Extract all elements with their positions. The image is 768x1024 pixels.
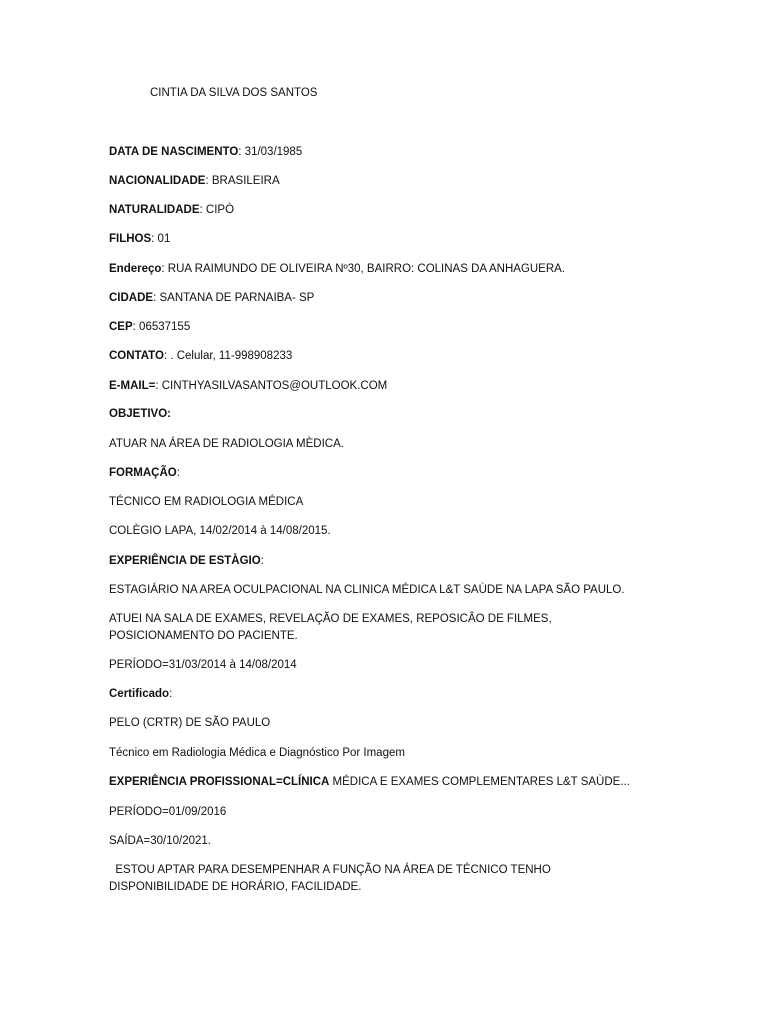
certificate-issuer: PELO (CRTR) DE SÃO PAULO [109,717,271,729]
certificate-label-suffix: : [169,688,173,700]
certificate-heading [109,687,172,702]
certificate-title: Técnico em Radiologia Médica e Diagnóstico Por Imagem [109,747,405,759]
education-label: FORMAÇÃO [109,467,177,479]
nationality-label: NACIONALIDADE [109,175,206,187]
education-school: COLÈGIO LAPA, 14/02/2014 à 14/08/2015. [109,525,331,537]
children-line [109,232,170,247]
nationality-line [109,174,280,189]
objective-heading [109,407,171,422]
professional-label: EXPERIÊNCIA PROFISSIONAL=CLÍNICA [109,776,330,788]
closing-statement: ESTOU APTAR PARA DESEMPENHAR A FUNÇÃO NA ÁREA DE TÉCNICO TENHO DISPONIBILIDADE DE HORÁRIO, FACILIDADE. [109,864,554,893]
children-label: FILHOS [109,233,152,245]
naturality-line [109,203,234,218]
internship-heading [109,554,264,569]
professional-text: MÉDICA E EXAMES COMPLEMENTARES L&T SAÙDE... [329,776,630,788]
internship-place: ESTAGIÁRIO NA AREA OCULPACIONAL NA CLINICA MÉDICA L&T SAÙDE NA LAPA SÃO PAULO. [109,584,625,596]
certificate-label: Certificado [109,688,170,700]
birth-date-line [109,145,302,160]
birth-date-value: : 31/03/1985 [238,146,303,158]
contact-line [109,349,292,364]
internship-duties: ATUEI NA SALA DE EXAMES, REVELAÇÃO DE EXAMES, REPOSICÂO DE FILMES, POSICIONAMENTO DO PACIENTE. [109,613,552,642]
person-name: CINTIA DA SILVA DOS SANTOS [150,87,318,99]
cep-value: : 06537155 [132,321,191,333]
education-heading [109,466,180,481]
nationality-value: : BRASILEIRA [205,175,280,187]
internship-label-suffix: : [260,555,264,567]
objective-text: ATUAR NA ÁREA DE RADIOLOGIA MÈDICA. [109,438,344,450]
naturality-label: NATURALIDADE [109,204,200,216]
education-label-suffix: : [176,467,180,479]
objective-label: OBJETIVO: [109,408,171,420]
city-label: CIDADE [109,292,154,304]
contact-label: CONTATO [109,350,164,362]
email-value: : CINTHYASILVASANTOS@OUTLOOK.COM [155,380,388,392]
naturality-value: : CIPÒ [199,204,235,216]
education-course: TÉCNICO EM RADIOLOGIA MÉDICA [109,496,304,508]
city-line [109,291,314,306]
email-label: E-MAIL= [109,380,156,392]
internship-period: PERÍODO=31/03/2014 à 14/08/2014 [109,659,297,671]
professional-exit: SAÍDA=30/10/2021. [109,835,211,847]
professional-line [109,775,630,790]
email-line [109,379,387,394]
address-label: Endereço [109,263,162,275]
contact-value: : . Celular, 11-998908233 [163,350,293,362]
internship-label: EXPERIÊNCIA DE ESTÀGIO [109,555,261,567]
children-value: : 01 [151,233,171,245]
cep-label: CEP [109,321,133,333]
professional-period: PERÍODO=01/09/2016 [109,806,227,818]
birth-date-label: DATA DE NASCIMENTO [109,146,239,158]
address-line [109,262,565,277]
city-value: : SANTANA DE PARNAIBA- SP [153,292,315,304]
address-value: : RUA RAIMUNDO DE OLIVEIRA Nº30, BAIRRO: COLINAS DA ANHAGUERA. [161,263,566,275]
cep-line [109,320,190,335]
